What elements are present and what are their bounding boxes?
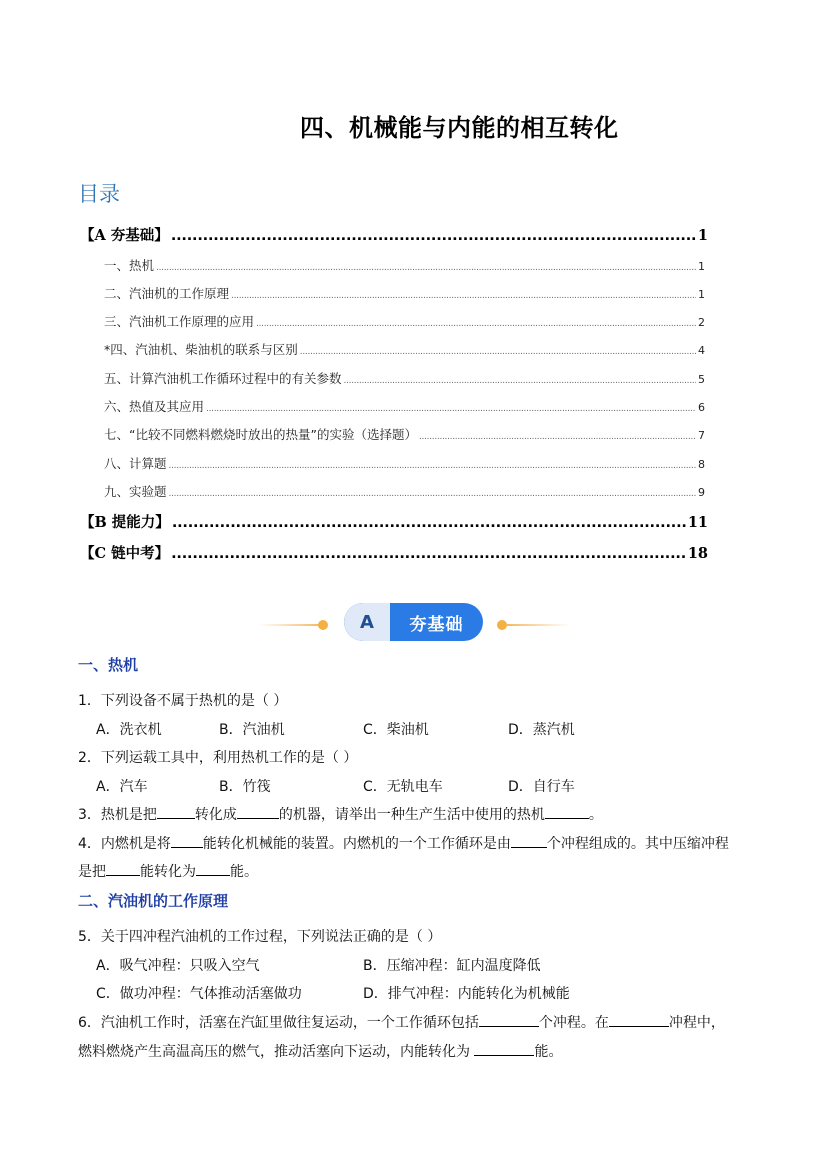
section-heading: 二、汽油机的工作原理 <box>78 892 229 910</box>
answer-blank[interactable] <box>237 804 279 819</box>
question-5: 5．关于四冲程汽油机的工作过程，下列说法正确的是（ ） <box>78 929 442 945</box>
question-text: 3．热机是把 <box>78 807 157 823</box>
question-text: 。 <box>588 807 603 823</box>
toc-entry-a[interactable] <box>80 224 708 245</box>
answer-blank[interactable] <box>609 1012 669 1027</box>
toc-entry-b[interactable] <box>80 511 708 532</box>
question-text: 个冲程。在 <box>538 1015 609 1031</box>
option-b: B．压缩冲程：缸内温度降低 <box>363 958 541 974</box>
section-heading: 一、热机 <box>78 656 139 674</box>
toc-subentry-label: 五、计算汽油机工作循环过程中的有关参数 <box>104 371 342 386</box>
option-c: C．无轨电车 <box>363 779 443 795</box>
question-text: 能。 <box>230 864 258 880</box>
toc-entry-label: 【B 提能力】 <box>80 514 170 531</box>
toc-subentry[interactable] <box>104 397 705 415</box>
toc-subentry-label: 三、汽油机工作原理的应用 <box>104 314 255 329</box>
toc-subentry-page: 1 <box>698 288 705 301</box>
toc-leader <box>156 263 696 273</box>
toc-subentry[interactable] <box>104 284 705 302</box>
toc-subentry-label: *四、汽油机、柴油机的联系与区别 <box>104 342 298 357</box>
answer-blank[interactable] <box>511 833 547 848</box>
toc-subentry[interactable] <box>104 425 705 443</box>
toc-subentry-label: 七、“比较不同燃料燃烧时放出的热量”的实验（选择题） <box>104 427 417 442</box>
question-3 <box>78 804 603 824</box>
page-title: 四、机械能与内能的相互转化 <box>300 114 619 142</box>
answer-blank[interactable] <box>157 804 195 819</box>
toc-entry-page: 11 <box>687 514 708 531</box>
toc-subentry[interactable] <box>104 312 705 330</box>
option-b: B．汽油机 <box>219 722 285 738</box>
question-2: 2．下列运载工具中，利用热机工作的是（ ） <box>78 750 358 766</box>
toc-subentry[interactable] <box>104 369 705 387</box>
toc-entry-page: 1 <box>697 227 708 244</box>
answer-blank[interactable] <box>171 833 203 848</box>
toc-subentry-page: 2 <box>698 316 705 329</box>
toc-leader <box>419 432 696 442</box>
banner-letter: A <box>344 603 390 641</box>
question-text: 能。 <box>534 1044 563 1060</box>
option-d: D．蒸汽机 <box>508 722 575 738</box>
toc-entry-label: 【A 夯基础】 <box>80 227 169 244</box>
question-text: 能转化为 <box>140 864 196 880</box>
toc-subentry-label: 九、实验题 <box>104 484 167 499</box>
question-text: 燃料燃烧产生高温高压的燃气，推动活塞向下运动，内能转化为 <box>78 1044 475 1060</box>
answer-blank[interactable] <box>474 1041 534 1056</box>
option-d: D．自行车 <box>508 779 575 795</box>
toc-leader <box>344 376 696 386</box>
toc-subentry-label: 一、热机 <box>104 258 155 273</box>
option-d: D．排气冲程：内能转化为机械能 <box>363 986 570 1002</box>
question-1: 1．下列设备不属于热机的是（ ） <box>78 693 288 709</box>
question-text: 冲程中， <box>668 1015 725 1031</box>
question-4 <box>78 833 729 853</box>
toc-subentry[interactable] <box>104 340 705 358</box>
toc-subentry-label: 六、热值及其应用 <box>104 399 205 414</box>
toc-leader <box>256 319 696 329</box>
toc-subentry-page: 4 <box>698 344 705 357</box>
toc-subentry-page: 5 <box>698 373 705 386</box>
toc-leader <box>206 404 696 414</box>
toc-subentry-label: 八、计算题 <box>104 456 167 471</box>
toc-subentry-page: 7 <box>698 429 705 442</box>
question-text: 转化成 <box>194 807 237 823</box>
option-a: A．洗衣机 <box>96 722 162 738</box>
toc-leader <box>172 515 686 531</box>
option-c: C．柴油机 <box>363 722 429 738</box>
toc-leader <box>171 546 686 562</box>
question-text: 是把 <box>78 864 106 880</box>
question-text: 个冲程组成的。其中压缩冲程 <box>546 836 729 852</box>
toc-subentry-page: 1 <box>698 260 705 273</box>
question-4-continued <box>78 861 258 881</box>
toc-subentry-page: 8 <box>698 458 705 471</box>
option-a: A．汽车 <box>96 779 148 795</box>
toc-subentry-page: 9 <box>698 486 705 499</box>
toc-subentry[interactable] <box>104 482 705 500</box>
answer-blank[interactable] <box>196 861 230 876</box>
toc-heading: 目录 <box>78 182 120 206</box>
toc-entry-page: 18 <box>687 545 708 562</box>
banner-line-right <box>506 624 570 626</box>
toc-subentry[interactable] <box>104 454 705 472</box>
option-a: A．吸气冲程：只吸入空气 <box>96 958 260 974</box>
answer-blank[interactable] <box>479 1012 539 1027</box>
question-6 <box>78 1012 725 1032</box>
option-c: C．做功冲程：气体推动活塞做功 <box>96 986 302 1002</box>
toc-leader <box>231 291 696 301</box>
section-banner <box>344 603 483 641</box>
toc-leader <box>171 228 696 244</box>
question-text: 的机器，请举出一种生产生活中使用的热机 <box>278 807 545 823</box>
answer-blank[interactable] <box>106 861 140 876</box>
toc-entry-c[interactable] <box>80 542 708 563</box>
question-6-continued <box>78 1041 562 1061</box>
banner-dot-left <box>318 620 328 630</box>
toc-subentry[interactable] <box>104 256 705 274</box>
answer-blank[interactable] <box>545 804 589 819</box>
toc-subentry-page: 6 <box>698 401 705 414</box>
question-text: 能转化机械能的装置。内燃机的一个工作循环是由 <box>202 836 511 852</box>
banner-line-left <box>258 624 322 626</box>
toc-leader <box>169 489 696 499</box>
question-text: 6．汽油机工作时，活塞在汽缸里做往复运动，一个工作循环包括 <box>78 1015 479 1031</box>
toc-entry-label: 【C 链中考】 <box>80 545 170 562</box>
toc-leader <box>169 461 696 471</box>
toc-subentry-label: 二、汽油机的工作原理 <box>104 286 230 301</box>
question-text: 4．内燃机是将 <box>78 836 171 852</box>
toc-leader <box>300 347 696 357</box>
banner-text: 夯基础 <box>409 614 464 635</box>
option-b: B．竹筏 <box>219 779 271 795</box>
